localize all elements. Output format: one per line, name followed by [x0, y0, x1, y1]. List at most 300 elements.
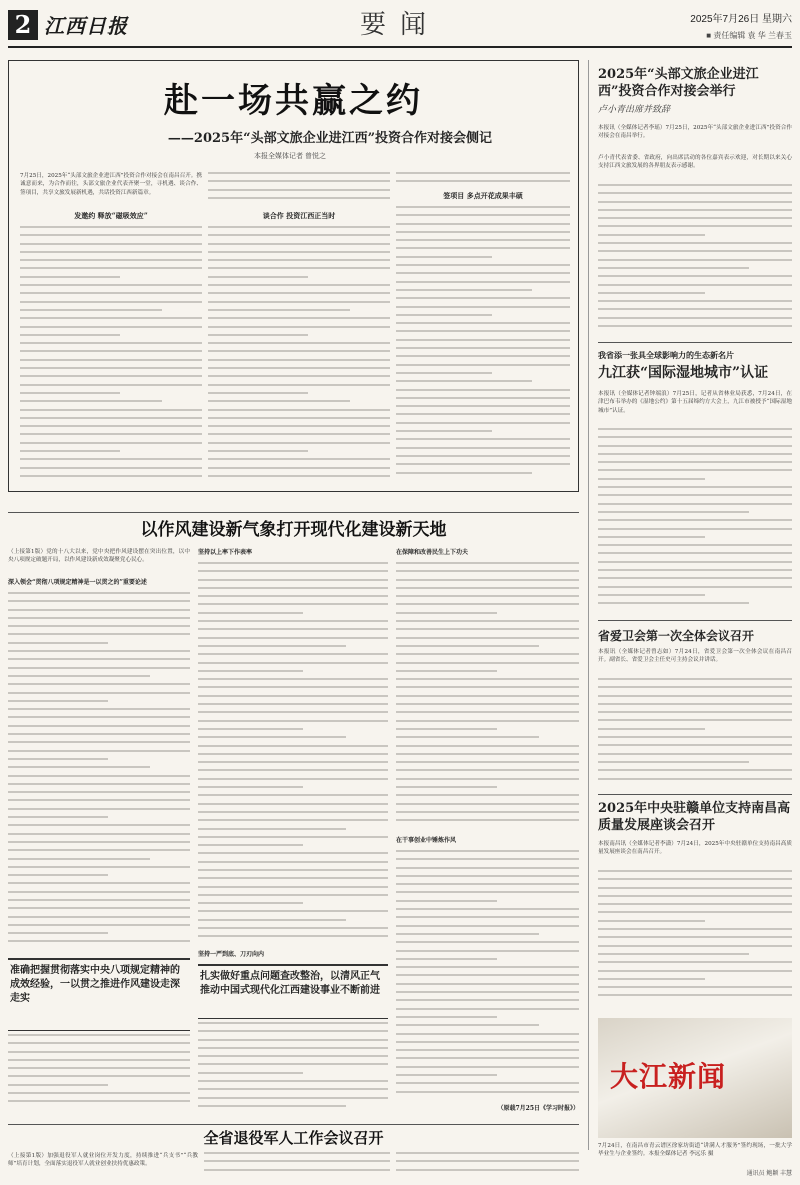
text-line — [598, 267, 749, 269]
text-line — [598, 586, 792, 588]
text-line — [198, 1063, 388, 1065]
text-line — [598, 887, 792, 889]
text-line — [396, 239, 570, 241]
lead-subsection-2: 谈合作 投资江西正当时 — [262, 211, 336, 220]
text-line — [396, 711, 579, 713]
ad-footer: 通讯员 鲍颖 丰慧 — [746, 1171, 792, 1177]
text-line — [198, 745, 388, 747]
text-line — [598, 242, 792, 244]
text-line — [8, 766, 150, 768]
text-line — [396, 686, 579, 688]
text-line — [598, 436, 792, 438]
right-top-body — [598, 184, 792, 334]
lead-intro: 7月25日，2025年“头部文旅企业进江西”投资合作对接会在南昌召开。携诚意而来，为合作而往，头部文旅企业代表齐聚一堂，寻机遇、谈合作、签项目，共享文旅发展新机遇，共话投资江西新篇章。 — [20, 173, 202, 196]
text-line — [20, 409, 202, 411]
text-line — [8, 874, 108, 876]
text-line — [598, 192, 792, 194]
text-line — [598, 250, 792, 252]
text-line — [598, 300, 792, 302]
ad-caption: 7月24日，在南昌市青云谱区徐家坊街道“讲满人才服务”签约现场，一批大学毕业生与企业签约。本报全媒体记者 李远乐 摄 — [598, 1143, 792, 1158]
text-line — [8, 683, 190, 685]
text-line — [208, 375, 390, 377]
text-line — [20, 442, 202, 444]
center-lead: （上接第1版）党的十八大以来，党中央把作风建设摆在突出位置，以中央八项规定破题开局，以作风建设新成效凝聚党心民心。 — [8, 549, 190, 564]
text-line — [396, 974, 579, 976]
center-col3-body-b — [396, 850, 579, 1100]
bottom-col3-body — [396, 1152, 579, 1178]
text-line — [396, 875, 579, 877]
text-line — [198, 662, 388, 664]
text-line — [598, 936, 792, 938]
text-line — [598, 494, 792, 496]
text-line — [208, 251, 390, 253]
text-line — [396, 811, 579, 813]
text-line — [396, 413, 570, 415]
text-line — [396, 769, 579, 771]
text-line — [396, 745, 579, 747]
center-section-b: 坚持以上率下作表率 — [198, 549, 253, 556]
text-line — [8, 658, 190, 660]
text-line — [396, 322, 570, 324]
center-section-c: 坚持一严到底、刀刃向内 — [198, 951, 265, 958]
right-mid2-body — [598, 678, 792, 788]
text-line — [396, 231, 570, 233]
text-line — [396, 1041, 579, 1043]
text-line — [8, 758, 108, 760]
text-line — [598, 953, 749, 955]
text-line — [8, 833, 190, 835]
text-line — [20, 334, 120, 336]
section-title: 要闻 — [359, 10, 440, 40]
text-line — [396, 256, 492, 258]
text-line — [396, 761, 579, 763]
text-line — [208, 284, 390, 286]
text-line — [598, 719, 792, 721]
text-line — [396, 612, 497, 614]
text-line — [396, 1160, 579, 1162]
text-line — [8, 600, 190, 602]
text-line — [396, 1152, 579, 1154]
text-line — [598, 728, 705, 730]
text-line — [598, 453, 792, 455]
text-line — [198, 1105, 346, 1107]
text-line — [598, 461, 792, 463]
text-line — [396, 438, 570, 440]
text-line — [198, 902, 303, 904]
text-line — [396, 1074, 497, 1076]
bottom-headline: 全省退役军人工作会议召开 — [203, 1129, 384, 1147]
text-line — [8, 858, 150, 860]
text-line — [8, 808, 190, 810]
text-line — [198, 579, 388, 581]
text-line — [598, 519, 792, 521]
text-line — [208, 458, 390, 460]
right-separator-2 — [598, 620, 792, 621]
text-line — [198, 695, 388, 697]
text-line — [198, 869, 388, 871]
text-line — [198, 612, 303, 614]
text-line — [396, 562, 579, 564]
text-line — [198, 1088, 388, 1090]
text-line — [598, 225, 792, 227]
text-line — [8, 1034, 190, 1036]
text-line — [208, 243, 390, 245]
center-col3-body — [396, 562, 579, 832]
text-line — [396, 380, 532, 382]
text-line — [598, 561, 792, 563]
text-line — [598, 744, 792, 746]
text-line — [208, 384, 390, 386]
lead-headline: 赴一场共赢之约 — [164, 81, 423, 121]
text-line — [20, 400, 162, 402]
text-line — [198, 570, 388, 572]
text-line — [598, 602, 749, 604]
text-line — [396, 595, 579, 597]
right-bottom-headline: 2025年中央驻赣单位支持南昌高质量发展座谈会召开 — [598, 801, 791, 833]
text-line — [8, 916, 190, 918]
text-line — [396, 339, 570, 341]
text-line — [8, 899, 190, 901]
text-line — [598, 544, 792, 546]
text-line — [396, 819, 579, 821]
text-line — [396, 736, 539, 738]
text-line — [396, 1016, 497, 1018]
text-line — [8, 783, 190, 785]
text-line — [208, 467, 390, 469]
text-line — [396, 786, 497, 788]
text-line — [396, 355, 570, 357]
right-separator-3 — [598, 794, 792, 795]
text-line — [396, 966, 579, 968]
text-line — [598, 945, 792, 947]
right-top-headline: 2025年“头部文旅企业进江西”投资合作对接会举行 — [598, 67, 759, 99]
text-line — [208, 425, 390, 427]
text-line — [8, 882, 190, 884]
text-line — [198, 761, 388, 763]
text-line — [20, 251, 202, 253]
text-line — [8, 1059, 190, 1061]
text-line — [396, 645, 539, 647]
text-line — [396, 397, 570, 399]
text-line — [598, 769, 792, 771]
text-line — [198, 1022, 388, 1024]
text-line — [396, 794, 579, 796]
text-line — [208, 309, 350, 311]
right-mid-headline: 九江获“国际湿地城市”认证 — [598, 365, 769, 381]
text-line — [208, 350, 390, 352]
text-line — [8, 725, 190, 727]
text-line — [598, 686, 792, 688]
text-line — [8, 1092, 190, 1094]
text-line — [396, 950, 579, 952]
text-line — [598, 528, 792, 530]
text-line — [198, 603, 388, 605]
text-line — [20, 392, 120, 394]
text-line — [8, 1042, 190, 1044]
text-line — [208, 180, 390, 182]
text-line — [598, 486, 792, 488]
text-line — [198, 628, 388, 630]
text-line — [198, 703, 388, 705]
lead-subsection-1: 发邀约 释放“磁吸效应” — [74, 211, 148, 220]
text-line — [598, 292, 705, 294]
text-line — [396, 570, 579, 572]
text-line — [20, 375, 202, 377]
text-line — [396, 637, 579, 639]
text-line — [396, 1091, 579, 1093]
text-line — [198, 935, 388, 937]
text-line — [198, 720, 388, 722]
text-line — [598, 903, 792, 905]
text-line — [208, 326, 390, 328]
text-line — [204, 1152, 390, 1154]
right-bottom-body — [598, 870, 792, 1010]
right-column-divider — [588, 60, 589, 1150]
text-line — [396, 264, 570, 266]
lead-col1-body — [20, 226, 202, 484]
text-line — [8, 650, 190, 652]
text-line — [198, 819, 388, 821]
text-line — [198, 861, 388, 863]
text-line — [20, 475, 202, 477]
text-line — [208, 433, 390, 435]
text-line — [20, 276, 120, 278]
text-line — [396, 720, 579, 722]
text-line — [20, 417, 202, 419]
text-line — [8, 1075, 190, 1077]
text-line — [396, 753, 579, 755]
text-line — [396, 1049, 579, 1051]
text-line — [20, 326, 202, 328]
text-line — [598, 511, 749, 513]
text-line — [8, 924, 190, 926]
text-line — [598, 536, 705, 538]
text-line — [8, 642, 108, 644]
center-box-headline: 扎实做好重点问题查改整治，以清风正气推动中国式现代化江西建设事业不断前进 — [200, 971, 380, 996]
lead-byline: 本报全媒体记者 曾悦之 — [254, 153, 326, 160]
text-line — [8, 592, 190, 594]
text-line — [198, 562, 388, 564]
text-line — [20, 243, 202, 245]
text-line — [8, 741, 190, 743]
text-line — [198, 711, 388, 713]
text-line — [598, 970, 792, 972]
text-line — [208, 400, 350, 402]
text-line — [198, 1072, 303, 1074]
paper-name: 江西日报 — [44, 14, 128, 38]
text-line — [20, 433, 202, 435]
text-line — [396, 803, 579, 805]
text-line — [598, 284, 792, 286]
text-line — [598, 928, 792, 930]
text-line — [598, 920, 705, 922]
right-top-dateline: 本报讯（全媒体记者李瑶）7月25日，2025年“头部文旅企业进江西”投资合作对接会在南昌举行。 — [598, 125, 792, 140]
text-line — [396, 180, 570, 182]
text-line — [396, 1008, 579, 1010]
text-line — [598, 234, 705, 236]
text-line — [8, 609, 190, 611]
lead-col2-body-b — [208, 226, 390, 484]
text-line — [208, 359, 390, 361]
text-line — [396, 579, 579, 581]
right-separator-1 — [598, 342, 792, 343]
text-line — [8, 625, 190, 627]
text-line — [598, 569, 792, 571]
text-line — [208, 367, 390, 369]
text-line — [396, 991, 579, 993]
text-line — [8, 667, 190, 669]
text-line — [8, 841, 190, 843]
text-line — [598, 678, 792, 680]
text-line — [396, 281, 570, 283]
text-line — [598, 201, 792, 203]
text-line — [208, 475, 390, 477]
text-line — [20, 342, 202, 344]
text-line — [598, 778, 792, 780]
text-line — [8, 1100, 190, 1102]
text-line — [198, 637, 388, 639]
text-line — [396, 330, 570, 332]
text-line — [598, 594, 705, 596]
text-line — [396, 247, 570, 249]
text-line — [396, 891, 579, 893]
text-line — [198, 736, 346, 738]
text-line — [20, 226, 202, 228]
bottom-top-rule — [8, 1124, 579, 1125]
text-line — [598, 469, 792, 471]
issue-date: 2025年7月26日 星期六 — [690, 14, 792, 25]
text-line — [208, 334, 308, 336]
text-line — [20, 317, 202, 319]
text-line — [20, 309, 162, 311]
center-col2-body — [198, 562, 388, 948]
text-line — [396, 867, 579, 869]
text-line — [20, 458, 202, 460]
text-line — [396, 314, 492, 316]
text-line — [20, 450, 120, 452]
text-line — [204, 1160, 390, 1162]
text-line — [598, 184, 792, 186]
text-line — [396, 678, 579, 680]
text-line — [396, 695, 579, 697]
text-line — [396, 306, 570, 308]
text-line — [598, 325, 792, 327]
text-line — [208, 392, 308, 394]
page-number: 2 — [14, 10, 32, 39]
text-line — [396, 653, 579, 655]
text-line — [8, 891, 190, 893]
text-line — [396, 455, 570, 457]
text-line — [8, 849, 190, 851]
left-box-body — [8, 1034, 190, 1116]
text-line — [396, 1169, 579, 1171]
right-mid2-headline: 省爱卫会第一次全体会议召开 — [598, 629, 755, 643]
text-line — [198, 1030, 388, 1032]
text-line — [598, 911, 792, 913]
right-bottom-dateline: 本报南昌讯（全媒体记者李潇）7月24日，2025年中央驻赣单位支持南昌高质量发展座谈会在南昌召开。 — [598, 841, 792, 856]
text-line — [598, 428, 792, 430]
text-line — [598, 503, 792, 505]
center-top-rule — [8, 512, 579, 513]
lead-subsection-3: 签项目 多点开花成果丰硕 — [443, 191, 523, 200]
text-line — [598, 275, 792, 277]
text-line — [208, 301, 390, 303]
text-line — [8, 824, 190, 826]
text-line — [208, 409, 390, 411]
right-mid-kicker: 我省添一张具全球影响力的生态新名片 — [598, 350, 734, 360]
text-line — [396, 908, 579, 910]
text-line — [396, 587, 579, 589]
text-line — [396, 941, 579, 943]
text-line — [396, 858, 579, 860]
text-line — [598, 445, 792, 447]
text-line — [208, 197, 390, 199]
text-line — [598, 895, 792, 897]
text-line — [598, 978, 705, 980]
center-headline: 以作风建设新气象打开现代化建设新天地 — [140, 520, 447, 540]
text-line — [598, 761, 749, 763]
text-line — [198, 786, 303, 788]
center-section-d: 在保障和改善民生上下功夫 — [396, 549, 469, 556]
text-line — [20, 467, 202, 469]
right-top-byline: 卢小青出席并致辞 — [598, 105, 671, 115]
text-line — [396, 472, 532, 474]
right-mid-dateline: 本报讯（全媒体记者钟端浪）7月25日，记者从省林业局获悉，7月24日，在津巴布韦举办的《湿地公约》第十五届缔约方大会上，九江市被授予“国际湿地城市”认证。 — [598, 391, 792, 414]
text-line — [20, 384, 202, 386]
text-line — [8, 716, 190, 718]
text-line — [598, 994, 792, 996]
text-line — [396, 958, 497, 960]
text-line — [396, 628, 579, 630]
text-line — [598, 870, 792, 872]
text-line — [396, 463, 570, 465]
text-line — [396, 272, 570, 274]
text-line — [198, 769, 388, 771]
text-line — [8, 692, 190, 694]
text-line — [396, 662, 579, 664]
text-line — [396, 289, 532, 291]
text-line — [198, 587, 388, 589]
masthead-rule — [8, 46, 792, 48]
ad-logo: 大江新闻 — [610, 1060, 727, 1093]
text-line — [396, 206, 570, 208]
text-line — [20, 359, 202, 361]
text-line — [8, 907, 190, 909]
text-line — [396, 883, 579, 885]
text-line — [598, 703, 792, 705]
text-line — [208, 317, 390, 319]
right-mid-body — [598, 428, 792, 614]
text-line — [598, 478, 705, 480]
text-line — [20, 367, 202, 369]
text-line — [396, 620, 579, 622]
text-line — [198, 811, 388, 813]
text-line — [198, 794, 388, 796]
text-line — [396, 703, 579, 705]
text-line — [598, 878, 792, 880]
text-line — [208, 226, 390, 228]
text-line — [198, 620, 388, 622]
text-line — [598, 961, 792, 963]
text-line — [396, 1024, 539, 1026]
text-line — [598, 209, 792, 211]
text-line — [198, 894, 388, 896]
text-line — [198, 927, 388, 929]
text-line — [208, 189, 390, 191]
text-line — [198, 778, 388, 780]
text-line — [20, 301, 202, 303]
text-line — [8, 1084, 108, 1086]
